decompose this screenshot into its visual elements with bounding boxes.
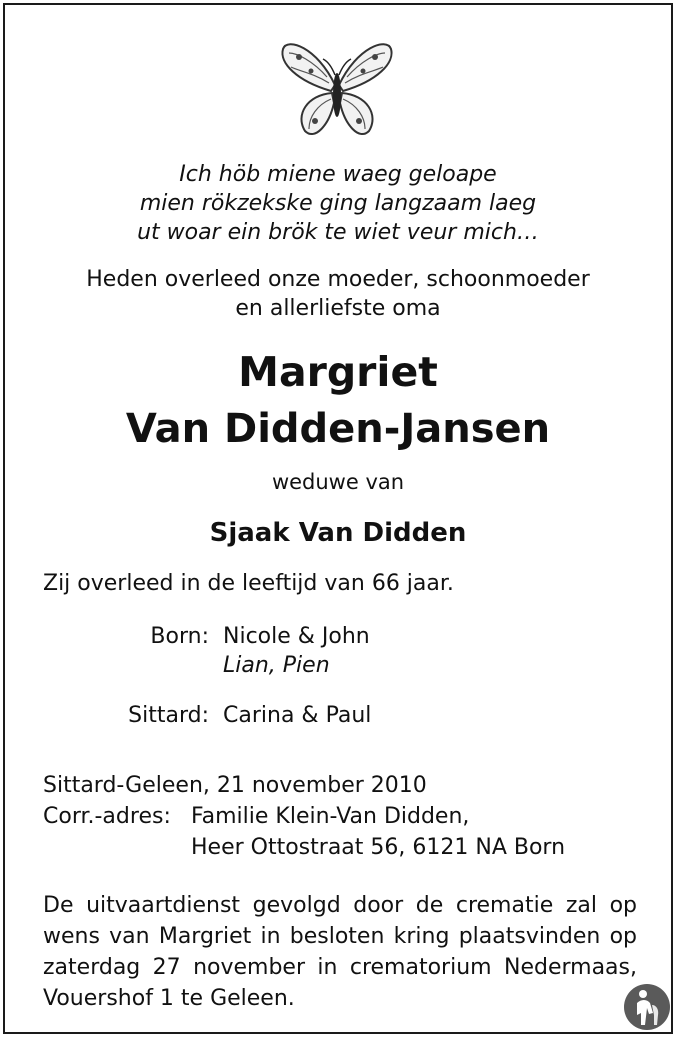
place-date: Sittard-Geleen, 21 november 2010 (43, 773, 427, 798)
poem-line: ut woar ein brök te wiet veur mich… (137, 220, 539, 245)
deceased-full-name: Van Didden-Jansen (125, 406, 551, 452)
closing-line: wens van Margriet in besloten kring plaatsvinden op (43, 924, 637, 949)
closing-line: De uitvaartdienst gevolgd door de crematie zal op (43, 893, 637, 918)
correspondence-label: Corr.-adres: (43, 804, 171, 829)
obituary-card (3, 3, 673, 1034)
closing-line: zaterdag 27 november in crematorium Nedermaas, (43, 955, 637, 980)
family-place: Sittard: (128, 703, 209, 728)
announcement-intro (5, 265, 671, 323)
poem-line: Ich höb miene waeg geloape (179, 162, 497, 187)
place-date-block (43, 770, 565, 863)
family-names: Carina & Paul (223, 703, 372, 728)
intro-line: Heden overleed onze moeder, schoonmoeder (86, 267, 590, 292)
address-line: Familie Klein-Van Didden, (191, 804, 470, 829)
deceased-first-name: Margriet (238, 348, 438, 396)
correspondence-lines (191, 801, 565, 863)
correspondence-address (43, 801, 565, 863)
age-statement: Zij overleed in de leeftijd van 66 jaar. (43, 571, 454, 596)
intro-line: en allerliefste oma (235, 296, 441, 321)
closing-line: Vouershof 1 te Geleen. (43, 986, 295, 1011)
address-line: Heer Ottostraat 56, 6121 NA Born (191, 835, 566, 860)
spouse-name: Sjaak Van Didden (209, 518, 467, 548)
memorial-logo-icon (623, 983, 671, 1031)
family-grandchildren: Lian, Pien (223, 653, 330, 678)
butterfly-icon (277, 37, 397, 141)
family-place: Born: (150, 624, 209, 649)
family-names-block (223, 701, 371, 730)
family-names-block (223, 622, 370, 680)
widow-of-label: weduwe van (271, 470, 405, 494)
poem (5, 160, 671, 247)
poem-line: mien rökzekske ging langzaam laeg (139, 191, 537, 216)
family-list (5, 622, 371, 730)
family-names: Nicole & John (223, 624, 370, 649)
service-details (43, 890, 637, 1014)
family-entry (5, 701, 371, 730)
family-entry (5, 622, 371, 680)
